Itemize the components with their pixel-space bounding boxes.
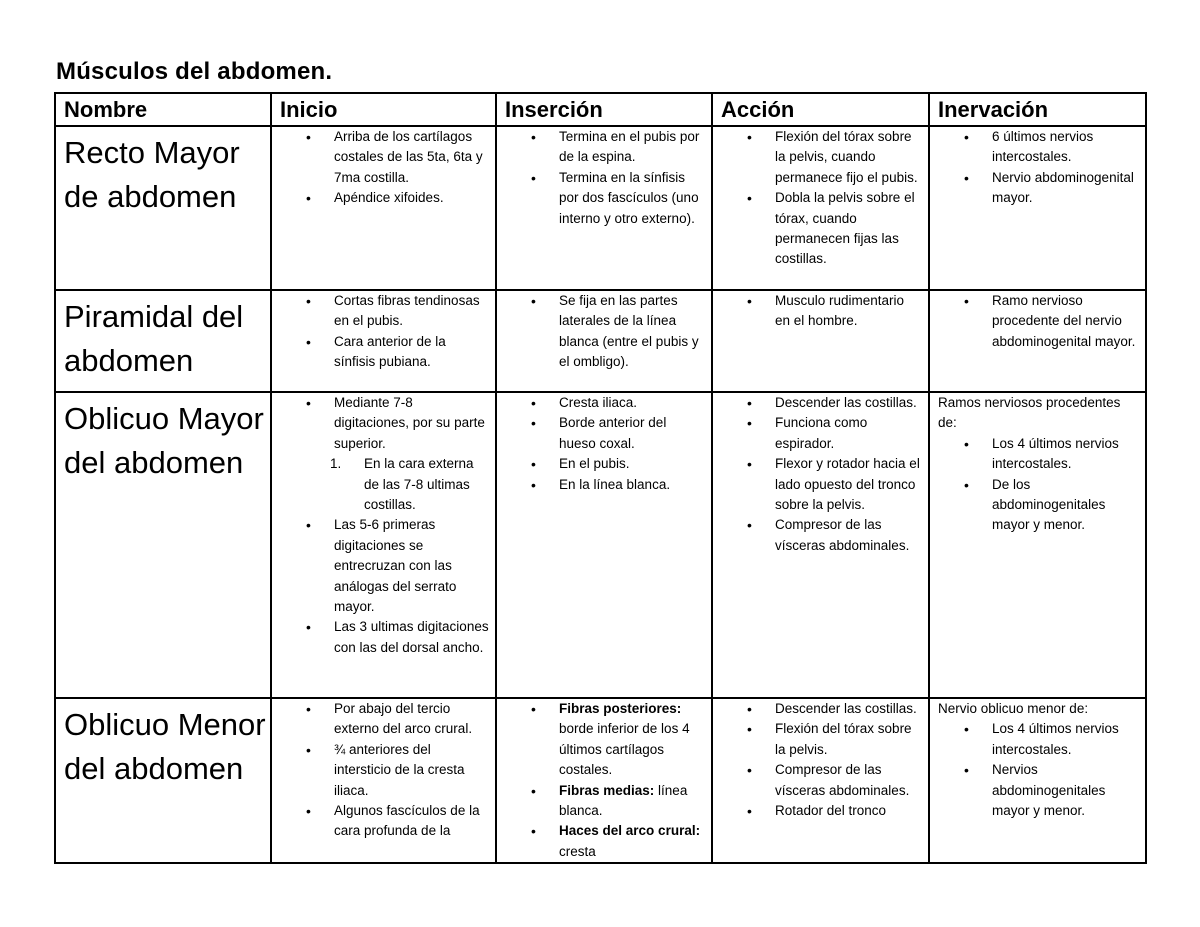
list-item: • Se fija en las partes laterales de la línea blanca (entre el pubis y el ombligo).: [497, 291, 711, 373]
list-item: • 6 últimos nervios intercostales.: [930, 127, 1145, 168]
inervacion-intro: Ramos nerviosos procedentes de:: [938, 395, 1121, 431]
list-item: • Borde anterior del hueso coxal.: [497, 413, 711, 454]
list-item: • Flexión del tórax sobre la pelvis.: [713, 719, 928, 760]
list-item: • En el pubis.: [497, 454, 711, 474]
insercion-cell: [496, 126, 712, 290]
list-item: • Arriba de los cartílagos costales de las 5ta, 6ta y 7ma costilla.: [272, 127, 495, 188]
header-nombre: Nombre: [55, 93, 271, 126]
list-item: • Los 4 últimos nervios intercostales.: [930, 434, 1145, 475]
list-item: [497, 699, 711, 781]
item-number: 1.: [330, 456, 342, 472]
table-row: [55, 290, 1146, 392]
fiber-label: Haces del arco crural:: [559, 823, 701, 839]
numbered-item: [272, 454, 495, 515]
table-row: [55, 392, 1146, 698]
list-item: • ¾ anteriores del intersticio de la cresta iliaca.: [272, 740, 495, 801]
muscle-name: Oblicuo Mayor del abdomen: [55, 392, 271, 698]
inicio-cell: [271, 126, 496, 290]
list-item: • Los 4 últimos nervios intercostales.: [930, 719, 1145, 760]
accion-cell: [712, 126, 929, 290]
list-item: • Apéndice xifoides.: [272, 188, 495, 208]
table-row: [55, 698, 1146, 863]
inicio-cell: [271, 698, 496, 863]
inicio-cell: [271, 392, 496, 698]
list-item: • Por abajo del tercio externo del arco crural.: [272, 699, 495, 740]
list-item: [497, 821, 711, 862]
insercion-cell: [496, 698, 712, 863]
list-item: • Nervio abdominogenital mayor.: [930, 168, 1145, 209]
header-insercion: Inserción: [496, 93, 712, 126]
list-item: • Cara anterior de la sínfisis pubiana.: [272, 332, 495, 373]
list-item: • Nervios abdominogenitales mayor y menor.: [930, 760, 1145, 821]
inervacion-cell: [929, 392, 1146, 698]
muscle-name: Recto Mayor de abdomen: [55, 126, 271, 290]
list-item: • Ramo nervioso procedente del nervio abdominogenital mayor.: [930, 291, 1145, 352]
fiber-text: línea blanca.: [559, 782, 688, 819]
list-item: [497, 781, 711, 822]
insercion-cell: [496, 392, 712, 698]
header-inervacion: Inervación: [929, 93, 1146, 126]
list-item: • Dobla la pelvis sobre el tórax, cuando permanecen fijas las costillas.: [713, 188, 928, 270]
list-item: • Algunos fascículos de la cara profunda de la: [272, 801, 495, 842]
list-item: • Cresta iliaca.: [497, 393, 711, 413]
muscle-name: Piramidal del abdomen: [55, 290, 271, 392]
accion-cell: [712, 698, 929, 863]
inicio-cell: [271, 290, 496, 392]
list-item: • Termina en la sínfisis por dos fascículos (uno interno y otro externo).: [497, 168, 711, 229]
fiber-label: Fibras posteriores:: [559, 701, 682, 716]
inervacion-cell: [929, 126, 1146, 290]
inervacion-cell: [929, 698, 1146, 863]
list-item: • Flexión del tórax sobre la pelvis, cuando permanece fijo el pubis.: [713, 127, 928, 188]
numbered-item-text: En la cara externa de las 7-8 ultimas costillas.: [364, 456, 474, 513]
insercion-cell: [496, 290, 712, 392]
accion-cell: [712, 290, 929, 392]
page-title: Músculos del abdomen.: [56, 58, 333, 85]
inervacion-cell: [929, 290, 1146, 392]
header-accion: Acción: [712, 93, 929, 126]
list-item: • Las 3 ultimas digitaciones con las del dorsal ancho.: [272, 617, 495, 658]
accion-cell: [712, 392, 929, 698]
table-header-row: [55, 93, 1146, 126]
fiber-text: cresta: [559, 843, 596, 859]
list-item: • Funciona como espirador.: [713, 413, 928, 454]
table-row: [55, 126, 1146, 290]
fiber-text: borde inferior de los 4 últimos cartílagos costales.: [559, 721, 690, 778]
list-item: • Compresor de las vísceras abdominales.: [713, 760, 928, 801]
list-item: • Termina en el pubis por de la espina.: [497, 127, 711, 168]
list-item: • En la línea blanca.: [497, 475, 711, 495]
list-item: • Las 5-6 primeras digitaciones se entrecruzan con las análogas del serrato mayor.: [272, 515, 495, 617]
list-item: • Descender las costillas.: [713, 699, 928, 719]
fiber-label: Fibras medias:: [559, 782, 655, 798]
muscle-name: Oblicuo Menor del abdomen: [55, 698, 271, 863]
list-item: • Mediante 7-8 digitaciones, por su parte superior.: [272, 393, 495, 454]
list-item: • Musculo rudimentario en el hombre.: [713, 291, 928, 332]
header-inicio: Inicio: [271, 93, 496, 126]
muscles-table: [54, 92, 1147, 864]
list-item: • Cortas fibras tendinosas en el pubis.: [272, 291, 495, 332]
list-item: • De los abdominogenitales mayor y menor.: [930, 475, 1145, 536]
list-item: • Rotador del tronco: [713, 801, 928, 821]
list-item: • Compresor de las vísceras abdominales.: [713, 515, 928, 556]
list-item: • Flexor y rotador hacia el lado opuesto del tronco sobre la pelvis.: [713, 454, 928, 515]
list-item: • Descender las costillas.: [713, 393, 928, 413]
inervacion-intro: Nervio oblicuo menor de:: [938, 701, 1089, 716]
